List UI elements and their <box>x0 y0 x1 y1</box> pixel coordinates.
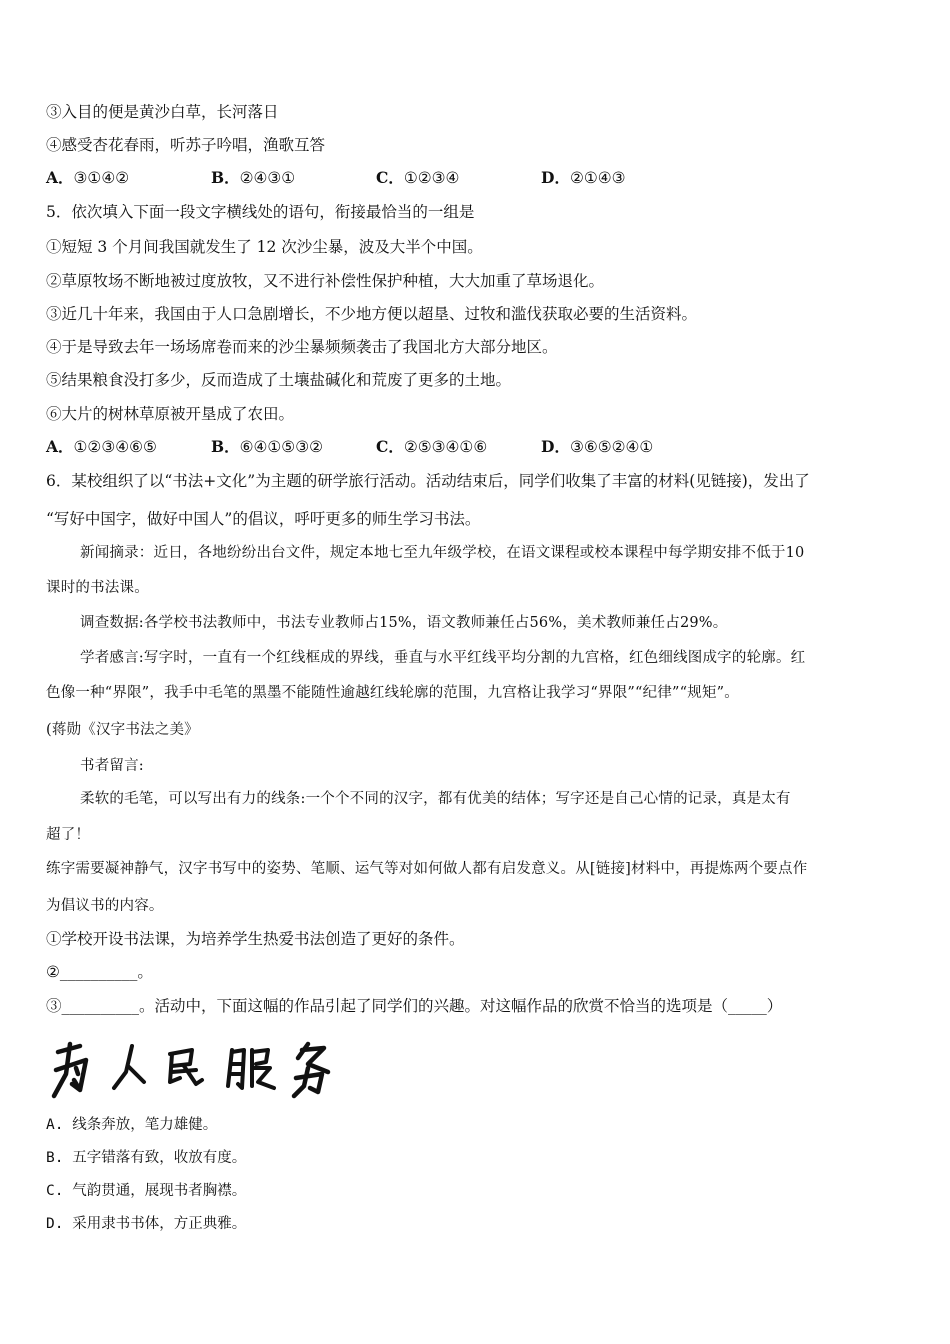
q5-sentence-4: ④于是导致去年一场场席卷而来的沙尘暴频频袭击了我国北方大部分地区。 <box>46 338 558 356</box>
q5-option-c: C．②⑤③④①⑥ <box>376 437 488 456</box>
calligraphy-char-1 <box>54 1044 86 1096</box>
q6-stem-1: 6．某校组织了以“书法+文化”为主题的研学旅行活动。活动结束后，同学们收集了丰富的材料(见链接)，发出了 <box>46 472 810 490</box>
q6-writer-2: 超了！ <box>46 827 91 843</box>
q5-sentence-2: ②草原牧场不断地被过度放牧，又不进行补偿性保护种植，大大加重了草场退化。 <box>46 272 605 290</box>
q4-options <box>46 168 706 188</box>
q5-sentence-3: ③近几十年来，我国由于人口急剧增长，不少地方便以超垦、过牧和滥伐获取必要的生活资料。 <box>46 305 698 323</box>
q5-options <box>46 437 706 457</box>
q6-point-1: ①学校开设书法课，为培养学生热爱书法创造了更好的条件。 <box>46 930 465 948</box>
q4-item-4: ④感受杏花春雨，听苏子吟唱，渔歌互答 <box>46 136 326 154</box>
q4-item-3: ③入目的便是黄沙白草，长河落日 <box>46 103 279 121</box>
calligraphy-char-3 <box>170 1050 202 1084</box>
calligraphy-image <box>46 1024 336 1104</box>
q6-point-2: ②__________。 <box>46 963 153 981</box>
q5-sentence-6: ⑥大片的树林草原被开垦成了农田。 <box>46 405 295 423</box>
q6-option-c: C. 气韵贯通，展现书者胸襟。 <box>46 1183 247 1199</box>
q5-sentence-1: ①短短 3 个月间我国就发生了 12 次沙尘暴，波及大半个中国。 <box>46 238 483 256</box>
q6-survey: 调查数据:各学校书法教师中，书法专业教师占15%，语文教师兼任占56%，美术教师兼任占29%。 <box>80 615 728 631</box>
q4-option-c: C．①②③④ <box>376 168 460 187</box>
calligraphy-char-2 <box>114 1046 144 1088</box>
q6-task-1: 练字需要凝神静气，汉字书写中的姿势、笔顺、运气等对如何做人都有启发意义。从[链接]材料中，再提炼两个要点作 <box>46 861 808 877</box>
q4-option-a: A．③①④② <box>46 168 130 187</box>
q6-task-2: 为倡议书的内容。 <box>46 898 164 914</box>
q6-option-a: A. 线条奔放，笔力雄健。 <box>46 1117 218 1133</box>
q5-option-a: A．①②③④⑥⑤ <box>46 437 157 456</box>
q4-option-d: D．②①④③ <box>541 168 626 187</box>
q5-option-b: B．⑥④①⑤③② <box>211 437 323 456</box>
q6-scholar-1: 学者感言:写字时，一直有一个红线框成的界线，垂直与水平红线平均分割的九宫格，红色细线图成字的轮廓。红 <box>80 650 806 666</box>
q6-news-1: 新闻摘录：近日，各地纷纷出台文件，规定本地七至九年级学校，在语文课程或校本课程中每学期安排不低于10 <box>80 545 805 561</box>
q6-option-b: B. 五字错落有致，收放有度。 <box>46 1150 247 1166</box>
q6-writer-1: 柔软的毛笔，可以写出有力的线条:一个个不同的汉字，都有优美的结体；写字还是自己心情的记录，真是太有 <box>80 791 791 807</box>
q6-stem-2: “写好中国字，做好中国人”的倡议，呼吁更多的师生学习书法。 <box>46 510 481 528</box>
calligraphy-char-5 <box>294 1044 328 1096</box>
q6-point-3: ③__________。活动中，下面这幅的作品引起了同学们的兴趣。对这幅作品的欣赏不恰当的选项是（_____） <box>46 997 783 1015</box>
q5-option-d: D．③⑥⑤②④① <box>541 437 654 456</box>
calligraphy-char-4 <box>228 1050 274 1088</box>
q6-scholar-2: 色像一种“界限”，我手中毛笔的黑墨不能随性逾越红线轮廓的范围，九宫格让我学习“界限”“纪律”“规矩”。 <box>46 685 739 701</box>
q5-stem: 5．依次填入下面一段文字横线处的语句，衔接最恰当的一组是 <box>46 203 475 221</box>
q5-sentence-5: ⑤结果粮食没打多少，反而造成了土壤盐碱化和荒废了更多的土地。 <box>46 371 512 389</box>
q6-option-d: D. 采用隶书书体，方正典雅。 <box>46 1216 247 1232</box>
q4-option-b: B．②④③① <box>211 168 296 187</box>
q6-news-2: 课时的书法课。 <box>46 580 149 596</box>
q6-source: (蒋勋《汉字书法之美》 <box>46 722 199 738</box>
q6-writer-title: 书者留言: <box>80 758 144 774</box>
